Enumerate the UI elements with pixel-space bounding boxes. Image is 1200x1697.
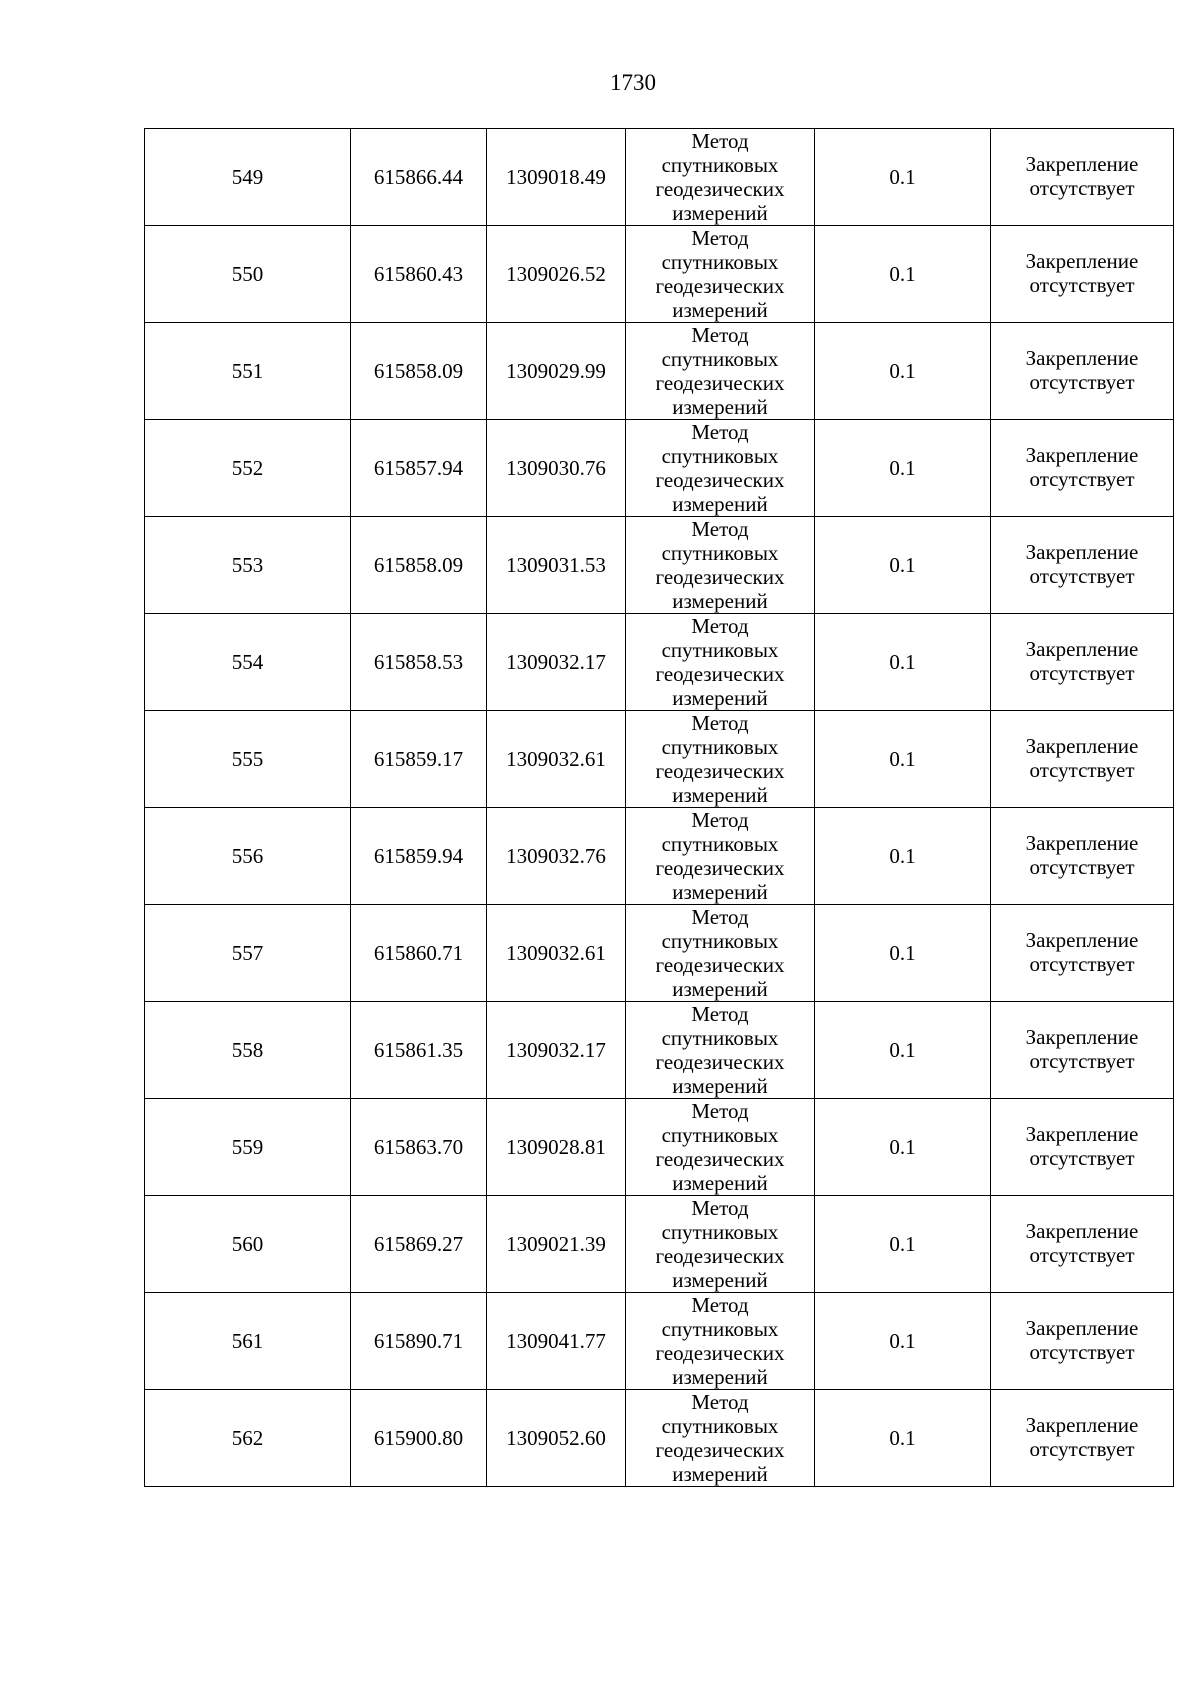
x-coordinate-cell: 615859.17 (351, 711, 487, 808)
method-text: Метод спутниковых геодезических измерений (655, 1002, 785, 1098)
fixing-cell (991, 129, 1174, 226)
fixing-cell (991, 1390, 1174, 1487)
fixing-cell (991, 1099, 1174, 1196)
fixing-text: Закрепление отсутствует (1025, 346, 1139, 394)
method-cell (626, 1390, 815, 1487)
method-cell (626, 226, 815, 323)
y-coordinate-cell: 1309028.81 (487, 1099, 626, 1196)
table-row (145, 1293, 1174, 1390)
accuracy-cell: 0.1 (815, 517, 991, 614)
fixing-cell (991, 1293, 1174, 1390)
point-number-cell: 550 (145, 226, 351, 323)
y-coordinate-cell: 1309030.76 (487, 420, 626, 517)
fixing-cell (991, 808, 1174, 905)
point-number-cell: 561 (145, 1293, 351, 1390)
y-coordinate-cell: 1309032.61 (487, 905, 626, 1002)
method-cell (626, 517, 815, 614)
point-number-cell: 559 (145, 1099, 351, 1196)
x-coordinate-cell: 615890.71 (351, 1293, 487, 1390)
fixing-cell (991, 905, 1174, 1002)
x-coordinate-cell: 615866.44 (351, 129, 487, 226)
x-coordinate-cell: 615860.43 (351, 226, 487, 323)
x-coordinate-cell: 615869.27 (351, 1196, 487, 1293)
method-text: Метод спутниковых геодезических измерений (655, 1196, 785, 1292)
x-coordinate-cell: 615900.80 (351, 1390, 487, 1487)
method-text: Метод спутниковых геодезических измерений (655, 808, 785, 904)
y-coordinate-cell: 1309029.99 (487, 323, 626, 420)
y-coordinate-cell: 1309052.60 (487, 1390, 626, 1487)
point-number-cell: 555 (145, 711, 351, 808)
y-coordinate-cell: 1309032.76 (487, 808, 626, 905)
fixing-text: Закрепление отсутствует (1025, 1219, 1139, 1267)
coordinates-table-body (145, 129, 1174, 1487)
method-cell (626, 614, 815, 711)
accuracy-cell: 0.1 (815, 1099, 991, 1196)
x-coordinate-cell: 615857.94 (351, 420, 487, 517)
method-text: Метод спутниковых геодезических измерений (655, 1293, 785, 1389)
table-row (145, 808, 1174, 905)
point-number-cell: 560 (145, 1196, 351, 1293)
method-text: Метод спутниковых геодезических измерений (655, 420, 785, 516)
accuracy-cell: 0.1 (815, 1293, 991, 1390)
method-cell (626, 129, 815, 226)
method-cell (626, 420, 815, 517)
x-coordinate-cell: 615858.09 (351, 517, 487, 614)
fixing-text: Закрепление отсутствует (1025, 637, 1139, 685)
accuracy-cell: 0.1 (815, 323, 991, 420)
accuracy-cell: 0.1 (815, 1196, 991, 1293)
y-coordinate-cell: 1309032.61 (487, 711, 626, 808)
method-text: Метод спутниковых геодезических измерений (655, 323, 785, 419)
y-coordinate-cell: 1309041.77 (487, 1293, 626, 1390)
method-cell (626, 323, 815, 420)
fixing-text: Закрепление отсутствует (1025, 540, 1139, 588)
x-coordinate-cell: 615863.70 (351, 1099, 487, 1196)
fixing-text: Закрепление отсутствует (1025, 1413, 1139, 1461)
method-cell (626, 711, 815, 808)
table-row (145, 517, 1174, 614)
accuracy-cell: 0.1 (815, 905, 991, 1002)
fixing-cell (991, 614, 1174, 711)
method-text: Метод спутниковых геодезических измерений (655, 517, 785, 613)
accuracy-cell: 0.1 (815, 614, 991, 711)
method-cell (626, 1002, 815, 1099)
method-cell (626, 905, 815, 1002)
x-coordinate-cell: 615858.53 (351, 614, 487, 711)
table-row (145, 1196, 1174, 1293)
table-row (145, 711, 1174, 808)
method-text: Метод спутниковых геодезических измерений (655, 1099, 785, 1195)
accuracy-cell: 0.1 (815, 420, 991, 517)
point-number-cell: 549 (145, 129, 351, 226)
table-row (145, 226, 1174, 323)
fixing-cell (991, 711, 1174, 808)
fixing-cell (991, 420, 1174, 517)
fixing-cell (991, 1196, 1174, 1293)
y-coordinate-cell: 1309032.17 (487, 1002, 626, 1099)
y-coordinate-cell: 1309018.49 (487, 129, 626, 226)
fixing-text: Закрепление отсутствует (1025, 1316, 1139, 1364)
point-number-cell: 553 (145, 517, 351, 614)
method-text: Метод спутниковых геодезических измерений (655, 226, 785, 322)
fixing-text: Закрепление отсутствует (1025, 928, 1139, 976)
point-number-cell: 562 (145, 1390, 351, 1487)
table-row (145, 905, 1174, 1002)
point-number-cell: 557 (145, 905, 351, 1002)
x-coordinate-cell: 615859.94 (351, 808, 487, 905)
x-coordinate-cell: 615858.09 (351, 323, 487, 420)
point-number-cell: 551 (145, 323, 351, 420)
method-text: Метод спутниковых геодезических измерений (655, 129, 785, 225)
x-coordinate-cell: 615860.71 (351, 905, 487, 1002)
method-text: Метод спутниковых геодезических измерений (655, 711, 785, 807)
accuracy-cell: 0.1 (815, 808, 991, 905)
method-cell (626, 1196, 815, 1293)
table-row (145, 614, 1174, 711)
page-number: 1730 (610, 70, 656, 95)
point-number-cell: 556 (145, 808, 351, 905)
method-cell (626, 1099, 815, 1196)
y-coordinate-cell: 1309032.17 (487, 614, 626, 711)
fixing-text: Закрепление отсутствует (1025, 734, 1139, 782)
accuracy-cell: 0.1 (815, 711, 991, 808)
table-row (145, 420, 1174, 517)
table-row (145, 1099, 1174, 1196)
method-text: Метод спутниковых геодезических измерений (655, 614, 785, 710)
coordinates-table (144, 128, 1174, 1487)
accuracy-cell: 0.1 (815, 226, 991, 323)
table-row (145, 323, 1174, 420)
y-coordinate-cell: 1309031.53 (487, 517, 626, 614)
y-coordinate-cell: 1309021.39 (487, 1196, 626, 1293)
method-cell (626, 1293, 815, 1390)
fixing-cell (991, 323, 1174, 420)
y-coordinate-cell: 1309026.52 (487, 226, 626, 323)
x-coordinate-cell: 615861.35 (351, 1002, 487, 1099)
fixing-cell (991, 226, 1174, 323)
method-text: Метод спутниковых геодезических измерений (655, 905, 785, 1001)
fixing-cell (991, 1002, 1174, 1099)
point-number-cell: 552 (145, 420, 351, 517)
accuracy-cell: 0.1 (815, 129, 991, 226)
fixing-text: Закрепление отсутствует (1025, 443, 1139, 491)
accuracy-cell: 0.1 (815, 1390, 991, 1487)
accuracy-cell: 0.1 (815, 1002, 991, 1099)
fixing-text: Закрепление отсутствует (1025, 152, 1139, 200)
point-number-cell: 558 (145, 1002, 351, 1099)
method-cell (626, 808, 815, 905)
fixing-text: Закрепление отсутствует (1025, 1025, 1139, 1073)
fixing-text: Закрепление отсутствует (1025, 831, 1139, 879)
table-row (145, 1002, 1174, 1099)
fixing-cell (991, 517, 1174, 614)
table-row (145, 1390, 1174, 1487)
method-text: Метод спутниковых геодезических измерений (655, 1390, 785, 1486)
fixing-text: Закрепление отсутствует (1025, 249, 1139, 297)
point-number-cell: 554 (145, 614, 351, 711)
table-row (145, 129, 1174, 226)
fixing-text: Закрепление отсутствует (1025, 1122, 1139, 1170)
